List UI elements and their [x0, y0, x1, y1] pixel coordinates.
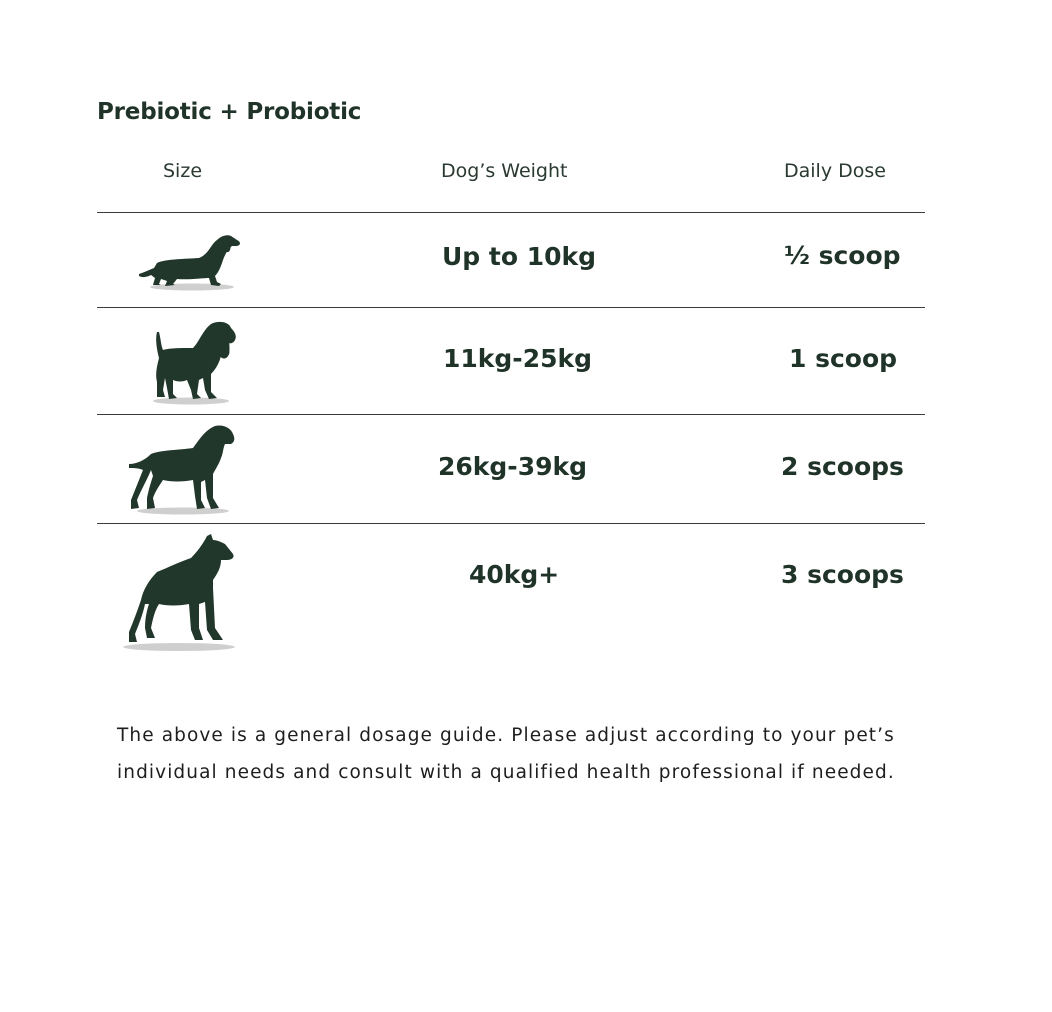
weight-cell: 26kg-39kg	[438, 452, 587, 481]
dose-cell: 2 scoops	[781, 452, 904, 481]
table-divider	[97, 523, 925, 524]
large-dog-icon	[127, 424, 239, 516]
weight-cell: Up to 10kg	[442, 242, 597, 271]
page-title: Prebiotic + Probiotic	[97, 99, 362, 125]
column-header-dose: Daily Dose	[784, 160, 886, 182]
weight-cell: 11kg-25kg	[443, 344, 592, 373]
column-header-size: Size	[163, 160, 203, 182]
dose-cell: 3 scoops	[781, 560, 904, 589]
medium-dog-icon	[149, 320, 241, 406]
table-divider	[97, 307, 925, 308]
dosage-disclaimer: The above is a general dosage guide. Please adjust according to your pet’s individual needs and consult with a qualified health professional if needed.	[117, 725, 895, 783]
giant-dog-icon	[117, 532, 241, 652]
weight-cell: 40kg+	[469, 560, 560, 589]
table-divider	[97, 414, 925, 415]
dose-cell: ½ scoop	[784, 241, 901, 270]
dose-cell: 1 scoop	[789, 344, 898, 373]
table-divider	[97, 212, 925, 213]
small-dog-icon	[137, 232, 243, 292]
column-header-weight: Dog’s Weight	[441, 160, 568, 182]
